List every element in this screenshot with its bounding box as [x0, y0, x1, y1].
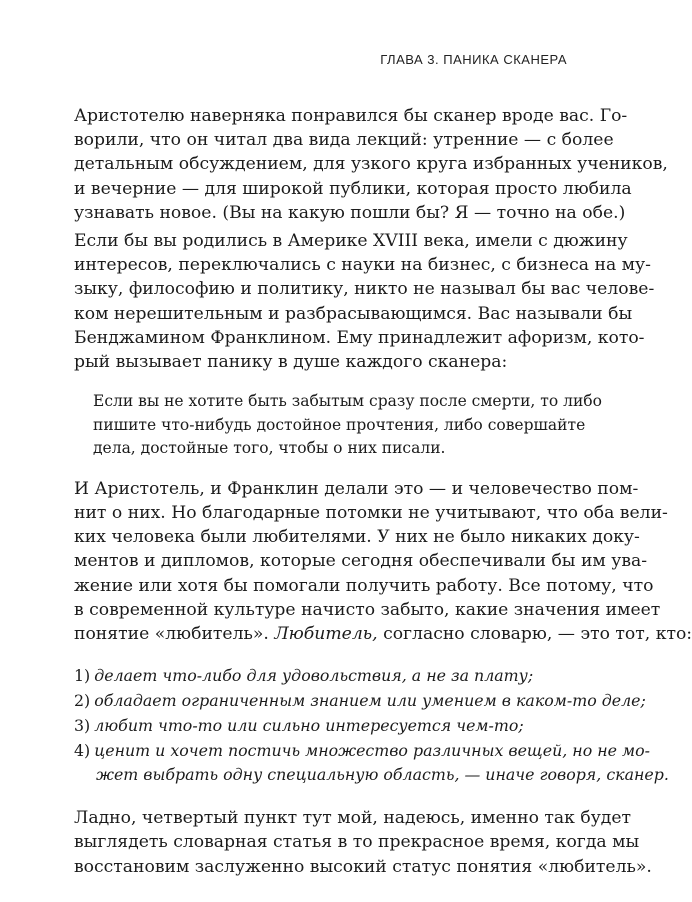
list-text: делает что-либо для удовольствия, а не за плату; — [94, 666, 534, 686]
text-line: зыку, философию и политику, никто не называл бы вас челове- — [74, 279, 655, 300]
text-line: интересов, переключались с науки на бизнес, с бизнеса на му- — [74, 255, 651, 276]
text-line: и вечерние — для широкой публики, которая просто любила — [74, 178, 632, 199]
text-line: ком нерешительным и разбрасывающимся. Вас называли бы — [74, 303, 633, 324]
list-item-continuation: жет выбрать одну специальную область, — иначе говоря, сканер. — [96, 765, 669, 785]
text-line: ких человека были любителями. У них не было никаких доку- — [74, 527, 640, 548]
list-item — [74, 689, 646, 714]
text-line: Ладно, четвертый пункт тут мой, надеюсь, именно так будет — [74, 808, 632, 829]
text-line: Аристотелю наверняка понравился бы сканер вроде вас. Го- — [74, 106, 628, 126]
quote-line: дела, достойные того, чтобы о них писали. — [93, 439, 446, 458]
running-header: ГЛАВА 3. ПАНИКА СКАНЕРА — [380, 52, 567, 67]
text-line: жение или хотя бы помогали получить работу. Все потому, что — [74, 575, 654, 596]
italic-term: Любитель, — [274, 623, 378, 644]
definition-list — [74, 664, 669, 788]
list-number: 4) — [74, 740, 91, 760]
text-line: выглядеть словарная статья в то прекрасное время, когда мы — [74, 832, 640, 853]
text-run: понятие «любитель». — [74, 623, 269, 644]
text-line: узнавать новое. (Вы на какую пошли бы? Я — точно на обе.) — [74, 202, 626, 223]
paragraph-franklin — [74, 229, 655, 374]
quote-line: Если вы не хотите быть забытым сразу после смерти, то либо — [93, 392, 602, 411]
text-line: Бенджамином Франклином. Ему принадлежит афоризм, кото- — [74, 327, 645, 348]
text-line: нит о них. Но благодарные потомки не учитывают, что оба вели- — [74, 502, 668, 523]
text-line: детальным обсуждением, для узкого круга избранных учеников, — [74, 154, 668, 175]
text-line: ворили, что он читал два вида лекций: утренние — с более — [74, 130, 614, 151]
list-item — [74, 664, 562, 689]
text-line: ментов и дипломов, которые сегодня обеспечивали бы им ува- — [74, 551, 648, 572]
text-line — [74, 622, 692, 646]
list-number: 1) — [74, 666, 91, 686]
list-number: 3) — [74, 715, 91, 735]
text-run: согласно словарю, — это тот, кто: — [383, 623, 692, 644]
text-line: И Аристотель, и Франклин делали это — и человечество пом- — [74, 478, 639, 499]
franklin-quote — [93, 390, 602, 461]
text-line: Если бы вы родились в Америке XVIII века, имели с дюжину — [74, 231, 628, 252]
quote-line: пишите что-нибудь достойное прочтения, либо совершайте — [93, 415, 586, 434]
list-item — [74, 714, 562, 739]
paragraph-amateurs — [74, 477, 692, 646]
paragraph-conclusion — [74, 806, 652, 879]
paragraph-aristotle — [74, 104, 668, 225]
text-line: восстановим заслуженно высокий статус понятия «любитель». — [74, 856, 652, 877]
list-text: ценит и хочет постичь множество различных вещей, но не мо- — [94, 740, 650, 760]
list-text: любит что-то или сильно интересуется чем-то; — [94, 715, 524, 735]
page-body — [74, 104, 692, 879]
list-item — [74, 739, 650, 764]
list-text: обладает ограниченным знанием или умением в каком-то деле; — [94, 690, 646, 710]
list-number: 2) — [74, 690, 91, 710]
text-line: рый вызывает панику в душе каждого сканера: — [74, 352, 508, 373]
text-line: в современной культуре начисто забыто, какие значения имеет — [74, 599, 661, 620]
